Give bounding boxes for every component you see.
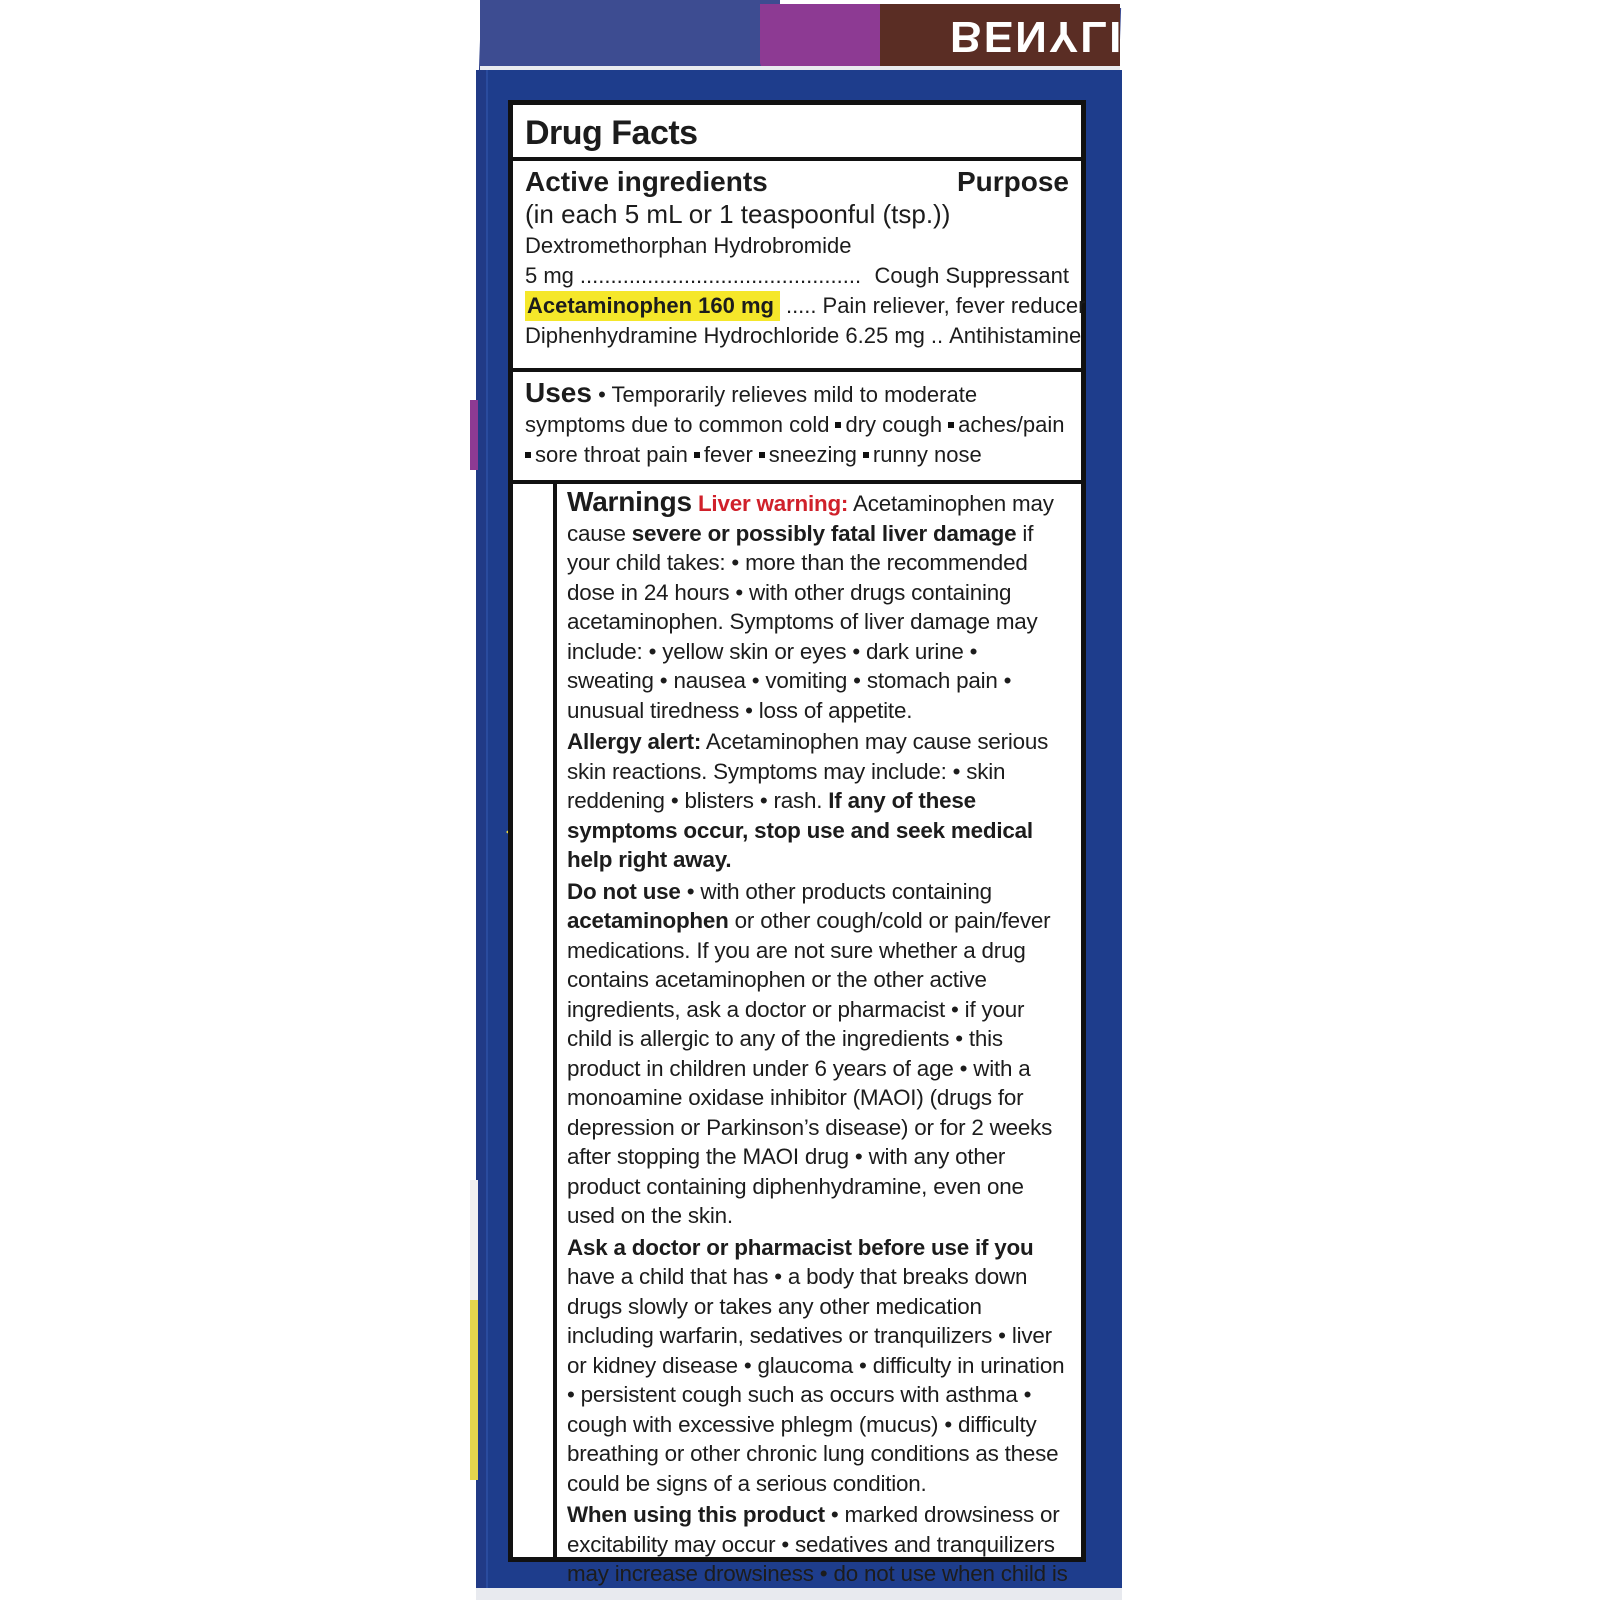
ingredient-name: Diphenhydramine Hydrochloride 6.25 mg bbox=[525, 323, 925, 348]
leader-dots: .. bbox=[930, 323, 944, 348]
ingredient-line-3 bbox=[525, 291, 1086, 321]
active-ingredients-section bbox=[513, 161, 1086, 372]
warning-text: or other cough/cold or pain/fever medications. If you are not sure whether a drug contains acetaminophen or the other active ingredients, ask a doctor or pharmacist • if your child is allergic to any of the ingredients • this product in children under 6 years of age • with a monoamine oxidase inhibitor (MAOI) (drugs for depression or Parkinson’s disease) or for 2 weeks after stopping the MAOI drug • with any other product containing diphenhydramine, even one used on the skin. bbox=[567, 908, 1053, 1228]
do-not-use-paragraph bbox=[567, 877, 1069, 1231]
ingredient-line-4 bbox=[525, 321, 1082, 351]
allergy-alert-paragraph bbox=[567, 727, 1069, 875]
warnings-section bbox=[553, 481, 1081, 1586]
drug-facts-title: Drug Facts bbox=[513, 105, 1081, 161]
warning-text: have a child that has • a body that breaks down drugs slowly or takes any other medication including warfarin, sedatives or tranquilizers • liver or kidney disease • glaucoma • difficulty in urination • persistent cough such as occurs with asthma • cough with excessive phlegm (mucus) • difficulty breathing or other chronic lung conditions as these could be signs of a serious condition. bbox=[567, 1264, 1065, 1496]
use-item: symptoms due to common cold bbox=[525, 412, 830, 437]
uses-line-1: • Temporarily relieves mild to moderate bbox=[598, 382, 978, 407]
use-item: dry cough bbox=[845, 412, 943, 437]
allergy-alert-label: Allergy alert: bbox=[567, 729, 702, 754]
purpose-heading: Purpose bbox=[956, 166, 1069, 197]
do-not-use-label: Do not use bbox=[567, 878, 681, 904]
uses-line-2 bbox=[525, 410, 1069, 440]
side-strip-purple bbox=[470, 400, 478, 470]
liver-warning-label: Liver warning: bbox=[697, 491, 849, 516]
box-top bbox=[480, 0, 1158, 72]
ingredient-amount: 5 mg bbox=[525, 263, 574, 288]
warning-text: Acetaminophen may cause bbox=[567, 491, 1054, 546]
active-ingredients-header bbox=[525, 167, 1069, 197]
ingredient-line-1: Dextromethorphan Hydrobromide bbox=[525, 233, 852, 258]
ingredient-purpose: Cough Suppressant bbox=[874, 263, 1069, 288]
warning-text: • with other products containing bbox=[680, 878, 992, 904]
ask-doctor-label: Ask a doctor or pharmacist before use if you bbox=[567, 1234, 1034, 1260]
active-ingredients-heading: Active ingredients bbox=[525, 166, 768, 197]
box-lid-purple-band bbox=[760, 4, 890, 70]
use-item: runny nose bbox=[872, 442, 982, 467]
warning-text: Acetaminophen may cause serious skin reactions. Symptoms may include: • skin reddening • blisters • rash. bbox=[567, 729, 1049, 813]
box-lid-left bbox=[480, 0, 780, 72]
active-ingredients-subheading: (in each 5 mL or 1 teaspoonful (tsp.)) bbox=[525, 199, 951, 229]
brand-logo: BENYLIN bbox=[950, 12, 1158, 61]
use-item: sore throat pain bbox=[535, 442, 688, 467]
leader-dots: .............................................. bbox=[579, 263, 862, 288]
warning-bold-text: acetaminophen bbox=[567, 908, 729, 933]
uses-section bbox=[513, 372, 1081, 484]
use-item: fever bbox=[703, 442, 753, 467]
drug-facts-panel bbox=[508, 100, 1086, 1586]
liver-warning-paragraph bbox=[567, 487, 1069, 725]
ingredient-purpose: Pain reliever, fever reducer bbox=[822, 293, 1086, 318]
warning-bold-text: severe or possibly fatal liver damage bbox=[631, 520, 1017, 546]
use-item: sneezing bbox=[768, 442, 857, 467]
box-bottom-edge bbox=[476, 1588, 1122, 1600]
ingredient-purpose: Antihistamine bbox=[949, 323, 1082, 348]
highlighted-ingredient: Acetaminophen 160 mg bbox=[525, 291, 780, 321]
warning-bold-text: If any of these symptoms occur, stop use and seek medical help right away. bbox=[567, 788, 1033, 872]
uses-line-3 bbox=[525, 440, 1069, 470]
uses-heading: Uses bbox=[525, 377, 592, 408]
side-strip-white bbox=[470, 1180, 478, 1300]
leader-dots: ..... bbox=[785, 293, 817, 318]
warnings-heading: Warnings bbox=[567, 486, 692, 517]
when-using-label: When using this product bbox=[567, 1502, 825, 1527]
warning-text: • marked drowsiness or excitability may occur • sedatives and tranquilizers may increase drowsiness • do not use when child is bbox=[567, 1502, 1068, 1586]
warning-text: if your child takes: • more than the recommended dose in 24 hours • with other drugs containing acetaminophen. Symptoms of liver damage may include: • yellow skin or eyes • dark urine • sweating • nausea • vomiting • stomach pain • unusual tiredness • loss of appetite. bbox=[567, 520, 1038, 723]
use-item: aches/pain bbox=[958, 412, 1065, 437]
ask-doctor-paragraph bbox=[567, 1233, 1069, 1499]
ingredient-line-2 bbox=[525, 261, 1069, 291]
side-strip-yellow bbox=[470, 1300, 478, 1480]
when-using-paragraph bbox=[567, 1500, 1069, 1589]
